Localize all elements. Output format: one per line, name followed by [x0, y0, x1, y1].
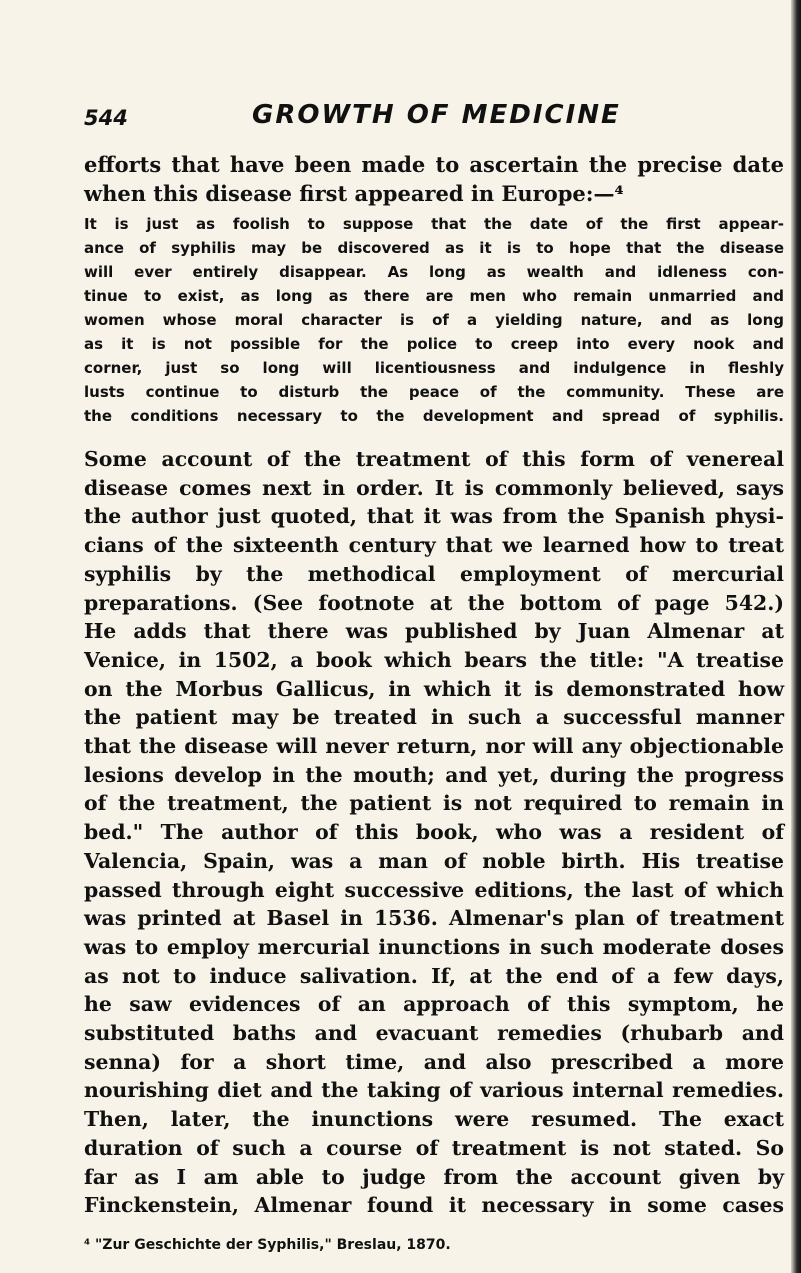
main-paragraph [84, 445, 784, 1220]
quote-line: will ever entirely disappear. As long as wealth and idleness con- [84, 263, 784, 281]
text-line: Then, later, the inunctions were resumed. The exact [84, 1107, 784, 1132]
text-line: was printed at Basel in 1536. Almenar's plan of treatment [84, 906, 784, 931]
text-line: lesions develop in the mouth; and yet, during the progress [84, 762, 784, 787]
quote-line: the conditions necessary to the development and spread of syphilis. [84, 407, 784, 425]
text-line: Valencia, Spain, was a man of noble birth. His treatise [84, 848, 784, 873]
text-line: efforts that have been made to ascertain the precise date [84, 152, 784, 177]
text-line: cians of the sixteenth century that we learned how to treat [84, 533, 784, 558]
text-line: was to employ mercurial inunctions in such moderate doses [84, 934, 784, 959]
footnote-text: ⁴ "Zur Geschichte der Syphilis," Breslau, 1870. [84, 1237, 451, 1253]
text-line: preparations. (See footnote at the bottom of page 542.) [84, 590, 784, 615]
text-line: the patient may be treated in such a successful manner [84, 705, 784, 730]
quote-line: It is just as foolish to suppose that the date of the first appear- [84, 215, 784, 233]
text-line: far as I am able to judge from the account given by [84, 1164, 784, 1189]
text-line: he saw evidences of an approach of this symptom, he [84, 992, 784, 1017]
text-line: substituted baths and evacuant remedies (rhubarb and [84, 1021, 784, 1046]
text-line: passed through eight successive editions, the last of which [84, 877, 784, 902]
text-line: nourishing diet and the taking of various internal remedies. [84, 1078, 784, 1103]
text-line: He adds that there was published by Juan Almenar at [84, 619, 784, 644]
quote-line: tinue to exist, as long as there are men who remain unmarried and [84, 287, 784, 305]
text-line: that the disease will never return, nor will any objectionable [84, 734, 784, 759]
footnote [84, 1235, 784, 1255]
page-number: 544 [84, 106, 128, 130]
quote-line: women whose moral character is of a yielding nature, and as long [84, 311, 784, 329]
text-line: senna) for a short time, and also prescribed a more [84, 1049, 784, 1074]
text-line: duration of such a course of treatment is not stated. So [84, 1135, 784, 1160]
block-quote [84, 212, 784, 428]
text-line: Finckenstein, Almenar found it necessary in some cases [84, 1193, 784, 1218]
page-edge-shadow [791, 0, 801, 1273]
text-line: Venice, in 1502, a book which bears the title: "A treatise [84, 647, 784, 672]
quote-line: ance of syphilis may be discovered as it is to hope that the disease [84, 239, 784, 257]
text-line: disease comes next in order. It is commonly believed, says [84, 475, 784, 500]
quote-line: as it is not possible for the police to creep into every nook and [84, 335, 784, 353]
page-header [84, 100, 734, 140]
intro-paragraph [84, 150, 784, 208]
text-line: of the treatment, the patient is not required to remain in [84, 791, 784, 816]
quote-line: corner, just so long will licentiousness and indulgence in fleshly [84, 359, 784, 377]
quote-line: lusts continue to disturb the peace of the community. These are [84, 383, 784, 401]
text-line: on the Morbus Gallicus, in which it is demonstrated how [84, 676, 784, 701]
running-title: GROWTH OF MEDICINE [252, 100, 621, 130]
text-line: when this disease first appeared in Europe:—⁴ [84, 181, 624, 206]
text-line: the author just quoted, that it was from the Spanish physi- [84, 504, 784, 529]
text-line: bed." The author of this book, who was a resident of [84, 820, 784, 845]
text-line: as not to induce salivation. If, at the end of a few days, [84, 963, 784, 988]
text-line: syphilis by the methodical employment of mercurial [84, 561, 784, 586]
text-line: Some account of the treatment of this form of venereal [84, 447, 784, 471]
